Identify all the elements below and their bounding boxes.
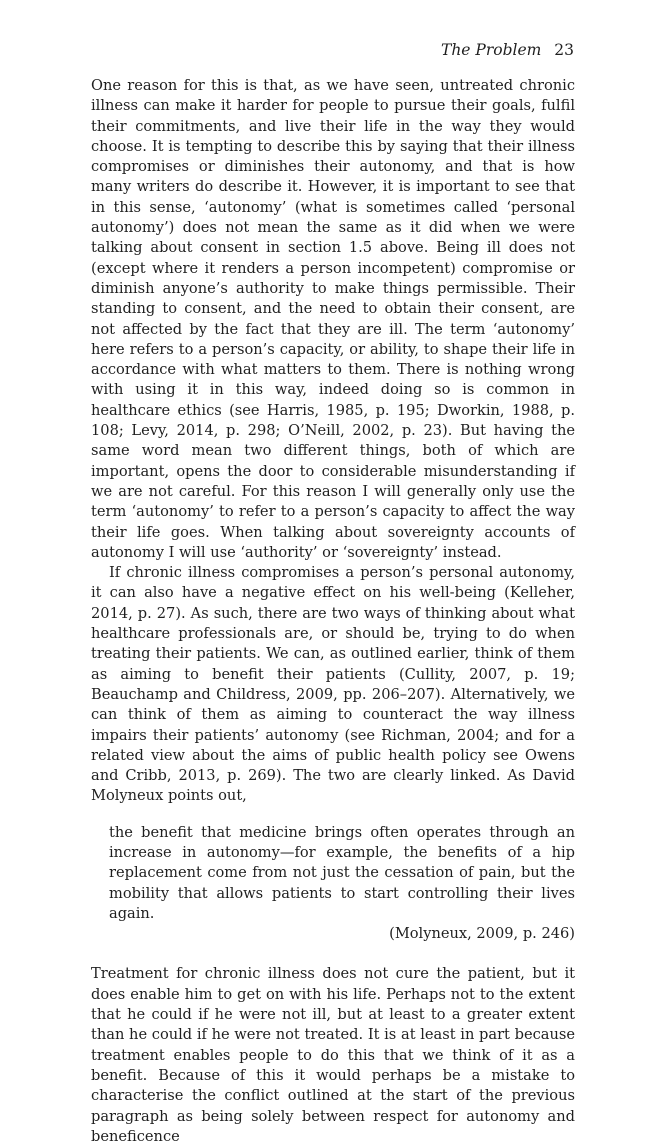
block-quote-text: the benefit that medicine brings often operates through an increase in autonomy—for example, the benefits of a hip replacement come from not just the cessation of pain, but the mobility that allows patients to start controlling their lives again. [109,823,575,922]
paragraph-2: If chronic illness compromises a person’s personal autonomy, it can also have a negative effect on his well-being (Kelleher, 2014, p. 27). As such, there are two ways of thinking about what healthcare professionals are, or should be, trying to do when treating their patients. We can, as outlined earlier, think of them as aiming to benefit their patients (Cullity, 2007, p. 19; Beauchamp and Childress, 2009, pp. 206–207). Alternatively, we can think of them as aiming to counteract the way illness impairs their patients’ autonomy (see Richman, 2004; and for a related view about the aims of public health policy see Owens and Cribb, 2013, p. 269). The two are clearly linked. As David Molyneux points out, [91,564,575,805]
block-quote-citation: (Molyneux, 2009, p. 246) [389,925,575,943]
running-head [441,40,574,60]
body-text [91,76,575,1147]
running-head-title: The Problem [440,41,542,59]
paragraph-3: Treatment for chronic illness does not cure the patient, but it does enable him to get on with his life. Perhaps not to the extent that he could if he were not ill, but at least to a greater extent than he could if he were not treated. It is at least in part because treatment enables people to do this that we think of it as a benefit. Because of this it would perhaps be a mistake to characterise the conflict outlined at the start of the previous paragraph as being solely between respect for autonomy and beneficence [91,965,575,1145]
paragraph-1: One reason for this is that, as we have seen, untreated chronic illness can make it harder for people to pursue their goals, fulfil their commitments, and live their life in the way they would choose. It is tempting to describe this by saying that their illness compromises or diminishes their autonomy, and that is how many writers do describe it. However, it is important to see that in this sense, ‘autonomy’ (what is sometimes called ‘personal autonomy’) does not mean the same as it did when we were talking about consent in section 1.5 above. Being ill does not (except where it renders a person incompetent) compromise or diminish anyone’s authority to make things permissible. Their standing to consent, and the need to obtain their consent, are not affected by the fact that they are ill. The term ‘autonomy’ here refers to a person’s capacity, or ability, to shape their life in accordance with what matters to them. There is nothing wrong with using it in this way, indeed doing so is common in healthcare ethics (see Harris, 1985, p. 195; Dworkin, 1988, p. 108; Levy, 2014, p. 298; O’Neill, 2002, p. 23). But having the same word mean two different things, both of which are important, opens the door to considerable misunderstanding if we are not careful. For this reason I will generally only use the term ‘autonomy’ to refer to a person’s capacity to affect the way their life goes. When talking about sovereignty accounts of autonomy I will use ‘authority’ or ‘sovereignty’ instead. [91,77,575,561]
block-quote [109,823,575,945]
page-number: 23 [554,41,574,59]
